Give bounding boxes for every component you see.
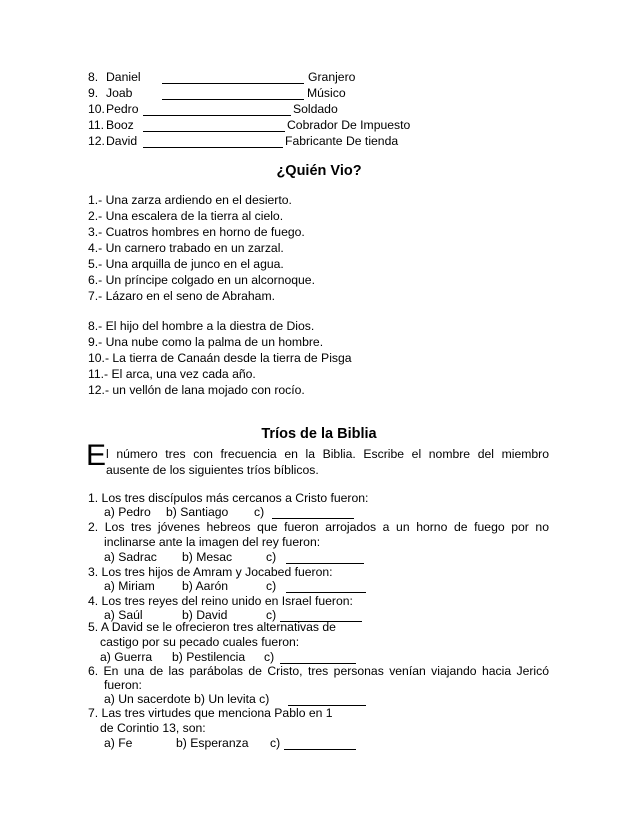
list-item: 10.- La tierra de Canaán desde la tierra de Pisga bbox=[88, 351, 352, 365]
answer-blank[interactable] bbox=[143, 136, 283, 148]
match-item: 11. Booz Cobrador De Impuesto bbox=[88, 118, 411, 132]
match-item: 8. Daniel Granjero bbox=[88, 70, 356, 84]
question-text: de Corintio 13, son: bbox=[100, 721, 206, 735]
answer-blank[interactable] bbox=[143, 104, 291, 116]
answer-blank[interactable] bbox=[286, 581, 366, 593]
drop-cap: E bbox=[86, 439, 107, 472]
answer-row: a) Un sacerdote b) Un levita c) bbox=[104, 692, 269, 706]
answer-row: a) Fe b) Esperanza c) bbox=[104, 736, 132, 750]
match-item: 12. David Fabricante De tienda bbox=[88, 134, 399, 148]
answer-blank[interactable] bbox=[162, 88, 304, 100]
question-text: 3. Los tres hijos de Amram y Jocabed fueron: bbox=[88, 565, 333, 579]
question-text: 1. Los tres discípulos más cercanos a Cristo fueron: bbox=[88, 491, 369, 505]
question-text: inclinarse ante la imagen del rey fueron: bbox=[104, 535, 321, 549]
list-item: 12.- un vellón de lana mojado con rocío. bbox=[88, 383, 305, 397]
question-text: 5. A David se le ofrecieron tres alternativas de bbox=[88, 620, 336, 634]
question-text: 6. En una de las parábolas de Cristo, tres personas venían viajando hacia Jericó bbox=[88, 664, 549, 678]
answer-blank[interactable] bbox=[288, 694, 366, 706]
question-text: 4. Los tres reyes del reino unido en Israel fueron: bbox=[88, 594, 353, 608]
section-title: Tríos de la Biblia bbox=[261, 426, 377, 442]
list-item: 11.- El arca, una vez cada año. bbox=[88, 367, 256, 381]
list-item: 9.- Una nube como la palma de un hombre. bbox=[88, 335, 324, 349]
match-item: 10. Pedro Soldado bbox=[88, 102, 338, 116]
list-item: 4.- Un carnero trabado en un zarzal. bbox=[88, 241, 284, 255]
answer-row: a) Guerra b) Pestilencia c) bbox=[100, 650, 152, 664]
answer-row: a) Sadrac b) Mesac c) bbox=[104, 550, 157, 564]
question-text: 7. Las tres virtudes que menciona Pablo en 1 bbox=[88, 706, 333, 720]
match-item: 9. Joab Músico bbox=[88, 86, 346, 100]
list-item: 5.- Una arquilla de junco en el agua. bbox=[88, 257, 284, 271]
list-item: 2.- Una escalera de la tierra al cielo. bbox=[88, 209, 284, 223]
intro-line: ausente de los siguientes tríos bíblicos. bbox=[106, 463, 319, 477]
answer-row: a) Pedro b) Santiago c) bbox=[104, 505, 151, 519]
answer-blank[interactable] bbox=[286, 552, 364, 564]
list-item: 6.- Un príncipe colgado en un alcornoque. bbox=[88, 273, 315, 287]
question-text: fueron: bbox=[104, 678, 142, 692]
answer-blank[interactable] bbox=[143, 120, 285, 132]
answer-blank[interactable] bbox=[162, 72, 304, 84]
list-item: 8.- El hijo del hombre a la diestra de Dios. bbox=[88, 319, 315, 333]
answer-blank[interactable] bbox=[272, 507, 354, 519]
answer-blank[interactable] bbox=[280, 652, 356, 664]
list-item: 1.- Una zarza ardiendo en el desierto. bbox=[88, 193, 292, 207]
question-text: castigo por su pecado cuales fueron: bbox=[100, 635, 300, 649]
answer-blank[interactable] bbox=[284, 738, 356, 750]
question-text: 2. Los tres jóvenes hebreos que fueron arrojados a un horno de fuego por no bbox=[88, 520, 549, 534]
list-item: 7.- Lázaro en el seno de Abraham. bbox=[88, 289, 275, 303]
intro-line: l número tres con frecuencia en la Biblia. Escribe el nombre del miembro bbox=[106, 447, 549, 461]
list-item: 3.- Cuatros hombres en horno de fuego. bbox=[88, 225, 305, 239]
section-title: ¿Quién Vio? bbox=[276, 163, 362, 179]
answer-row: a) Miriam b) Aarón c) bbox=[104, 579, 155, 593]
answer-row: a) Saúl b) David c) bbox=[104, 608, 143, 622]
